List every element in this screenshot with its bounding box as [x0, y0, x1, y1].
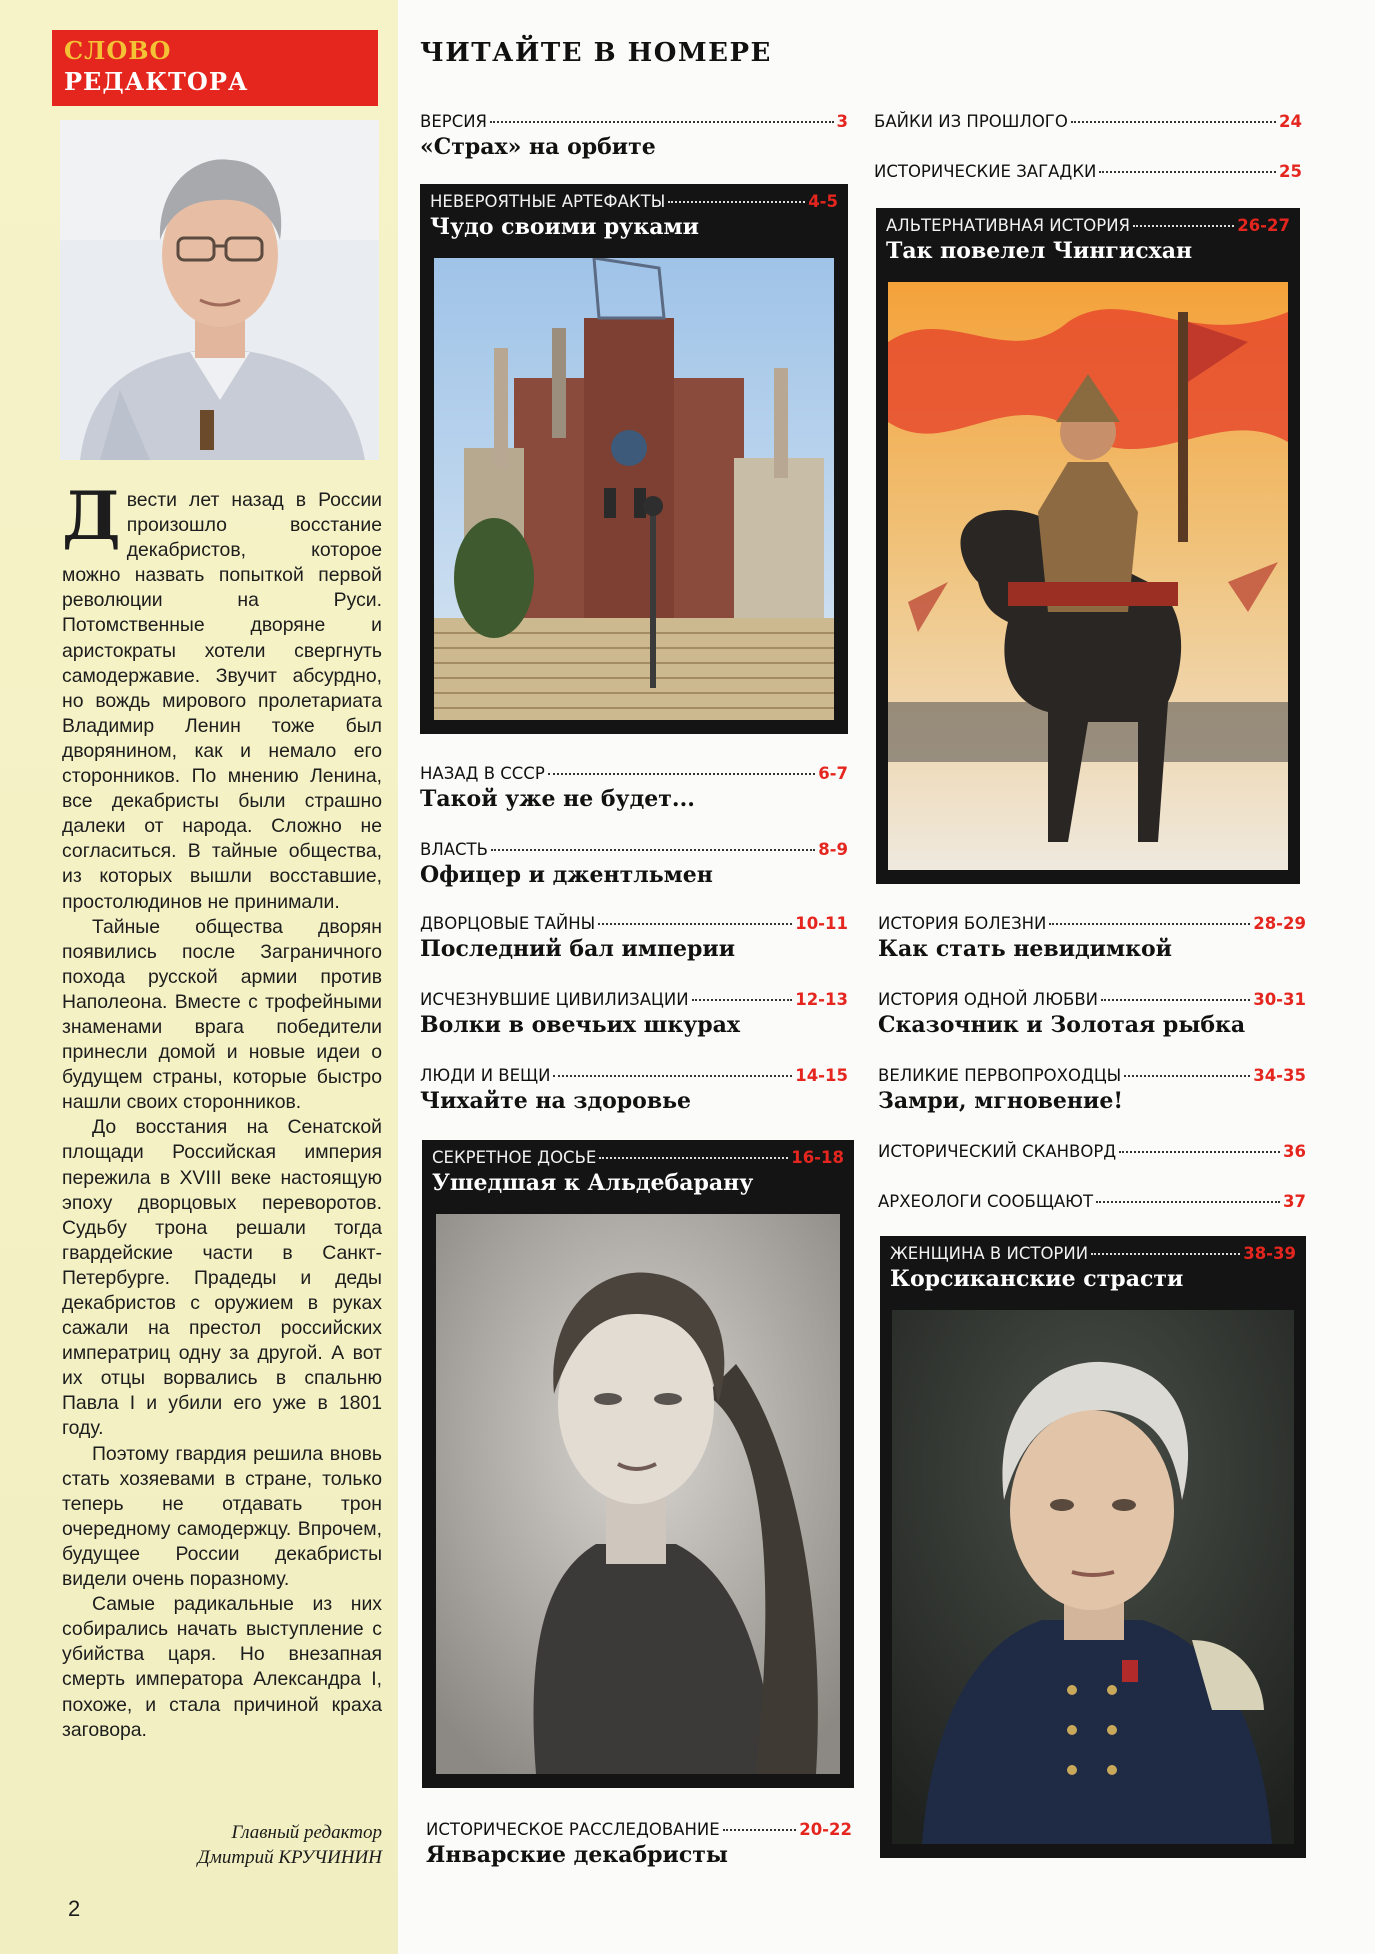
toc-box-alternative[interactable]: АЛЬТЕРНАТИВНАЯ ИСТОРИЯ 26-27 Так повелел Чингисхан	[876, 208, 1300, 884]
toc-box-secret[interactable]: СЕКРЕТНОЕ ДОСЬЕ 16-18 Ушедшая к Альдебарану	[422, 1140, 854, 1788]
toc-entry[interactable]: ИСТОРИЯ ОДНОЙ ЛЮБВИ 30-31 Сказочник и Золотая рыбка	[878, 990, 1306, 1038]
toc-entry[interactable]: ЛЮДИ И ВЕЩИ 14-15 Чихайте на здоровье	[420, 1066, 848, 1114]
toc-entry[interactable]: ИСТОРИЯ БОЛЕЗНИ 28-29 Как стать невидимкой	[878, 914, 1306, 962]
toc-entry[interactable]: ВЛАСТЬ 8-9 Офицер и джентльмен	[420, 840, 848, 888]
toc-entry[interactable]: ИСТОРИЧЕСКИЕ ЗАГАДКИ 25	[874, 162, 1302, 181]
editor-paragraph-2: Тайные общества дворян появились после Заграничного похода русской армии против Наполеона. Вместе с трофейными знаменами врага победители принесли домой и новые идеи о будущем страны, которые быстро нашли своих сторонников.	[62, 915, 382, 1114]
toc-entry[interactable]: ИСЧЕЗНУВШИЕ ЦИВИЛИЗАЦИИ 12-13 Волки в овечьих шкурах	[420, 990, 848, 1038]
portrait-woman-image	[436, 1214, 840, 1774]
toc-entry[interactable]: НАЗАД В СССР 6-7 Такой уже не будет...	[420, 764, 848, 812]
editor-signature	[62, 1820, 382, 1870]
editor-paragraph-1: Двести лет назад в России произошло восстание декабристов, которое можно назвать попыткой первой революции на Руси. Потомственные дворяне и аристократы хотели свергнуть самодержавие. Звучит абсурдно, но вождь мирового пролетариата Владимир Ленин тоже был дворянином, как и немало его сторонников. По мнению Ленина, все декабристы были страшно далеки от народа. Сложно не согласиться. В тайные общества, из которых вышли восставшие, простолюдинов не принимали.	[62, 477, 382, 913]
editor-paragraph-4: Поэтому гвардия решила вновь стать хозяевами в стране, только теперь не отдавать трон очередному самодержцу. Впрочем, будущее России декабристы видели очень поразному.	[62, 1442, 382, 1591]
toc-entry[interactable]: ИСТОРИЧЕСКИЙ СКАНВОРД 36	[878, 1142, 1306, 1161]
toc-entry[interactable]: ИСТОРИЧЕСКОЕ РАССЛЕДОВАНИЕ 20-22 Январские декабристы	[426, 1820, 852, 1868]
signature-role: Главный редактор	[231, 1822, 382, 1843]
contents-title: ЧИТАЙТЕ В НОМЕРЕ	[420, 38, 772, 68]
editor-paragraph-5: Самые радикальные из них собирались начать выступление с убийства царя. Но внезапная смерть императора Александра I, похоже, и стала причиной краха заговора.	[62, 1593, 382, 1741]
editor-paragraph-3: До восстания на Сенатской площади Российская империя пережила в XVIII веке настоящую эпоху дворцовых переворотов. Судьбу трона решали тогда гвардейские части в Санкт-Петербурге. Прадеды и деды декабристов с оружием в руках сажали на престол российских императриц одну за другой. А вот их отцы ворвались в спальню Павла I и убили его уже в 1801 году.	[62, 1116, 382, 1440]
drop-cap: Д	[62, 477, 121, 555]
toc-entry[interactable]: ВЕЛИКИЕ ПЕРВОПРОХОДЦЫ 34-35 Замри, мгновение!	[878, 1066, 1306, 1114]
editor-photo	[60, 120, 379, 460]
toc-box-artifacts[interactable]: НЕВЕРОЯТНЫЕ АРТЕФАКТЫ 4-5 Чудо своими руками	[420, 184, 848, 734]
genghis-khan-image	[888, 282, 1288, 870]
toc-box-woman-history[interactable]: ЖЕНЩИНА В ИСТОРИИ 38-39 Корсиканские страсти	[880, 1236, 1306, 1858]
editor-header	[52, 30, 378, 106]
page-number: 2	[68, 1896, 81, 1921]
toc-entry[interactable]: АРХЕОЛОГИ СООБЩАЮТ 37	[878, 1192, 1306, 1211]
cathedral-image	[434, 258, 834, 720]
portrait-officer-image	[892, 1310, 1294, 1844]
editor-header-line1: СЛОВО	[64, 36, 172, 65]
editor-header-line2: РЕДАКТОРА	[64, 67, 249, 96]
toc-entry[interactable]: БАЙКИ ИЗ ПРОШЛОГО 24	[874, 112, 1302, 131]
signature-name: Дмитрий КРУЧИНИН	[197, 1847, 382, 1868]
toc-entry[interactable]: ВЕРСИЯ 3 «Страх» на орбите	[420, 112, 848, 160]
editor-letter	[62, 477, 382, 1743]
toc-entry[interactable]: ДВОРЦОВЫЕ ТАЙНЫ 10-11 Последний бал империи	[420, 914, 848, 962]
